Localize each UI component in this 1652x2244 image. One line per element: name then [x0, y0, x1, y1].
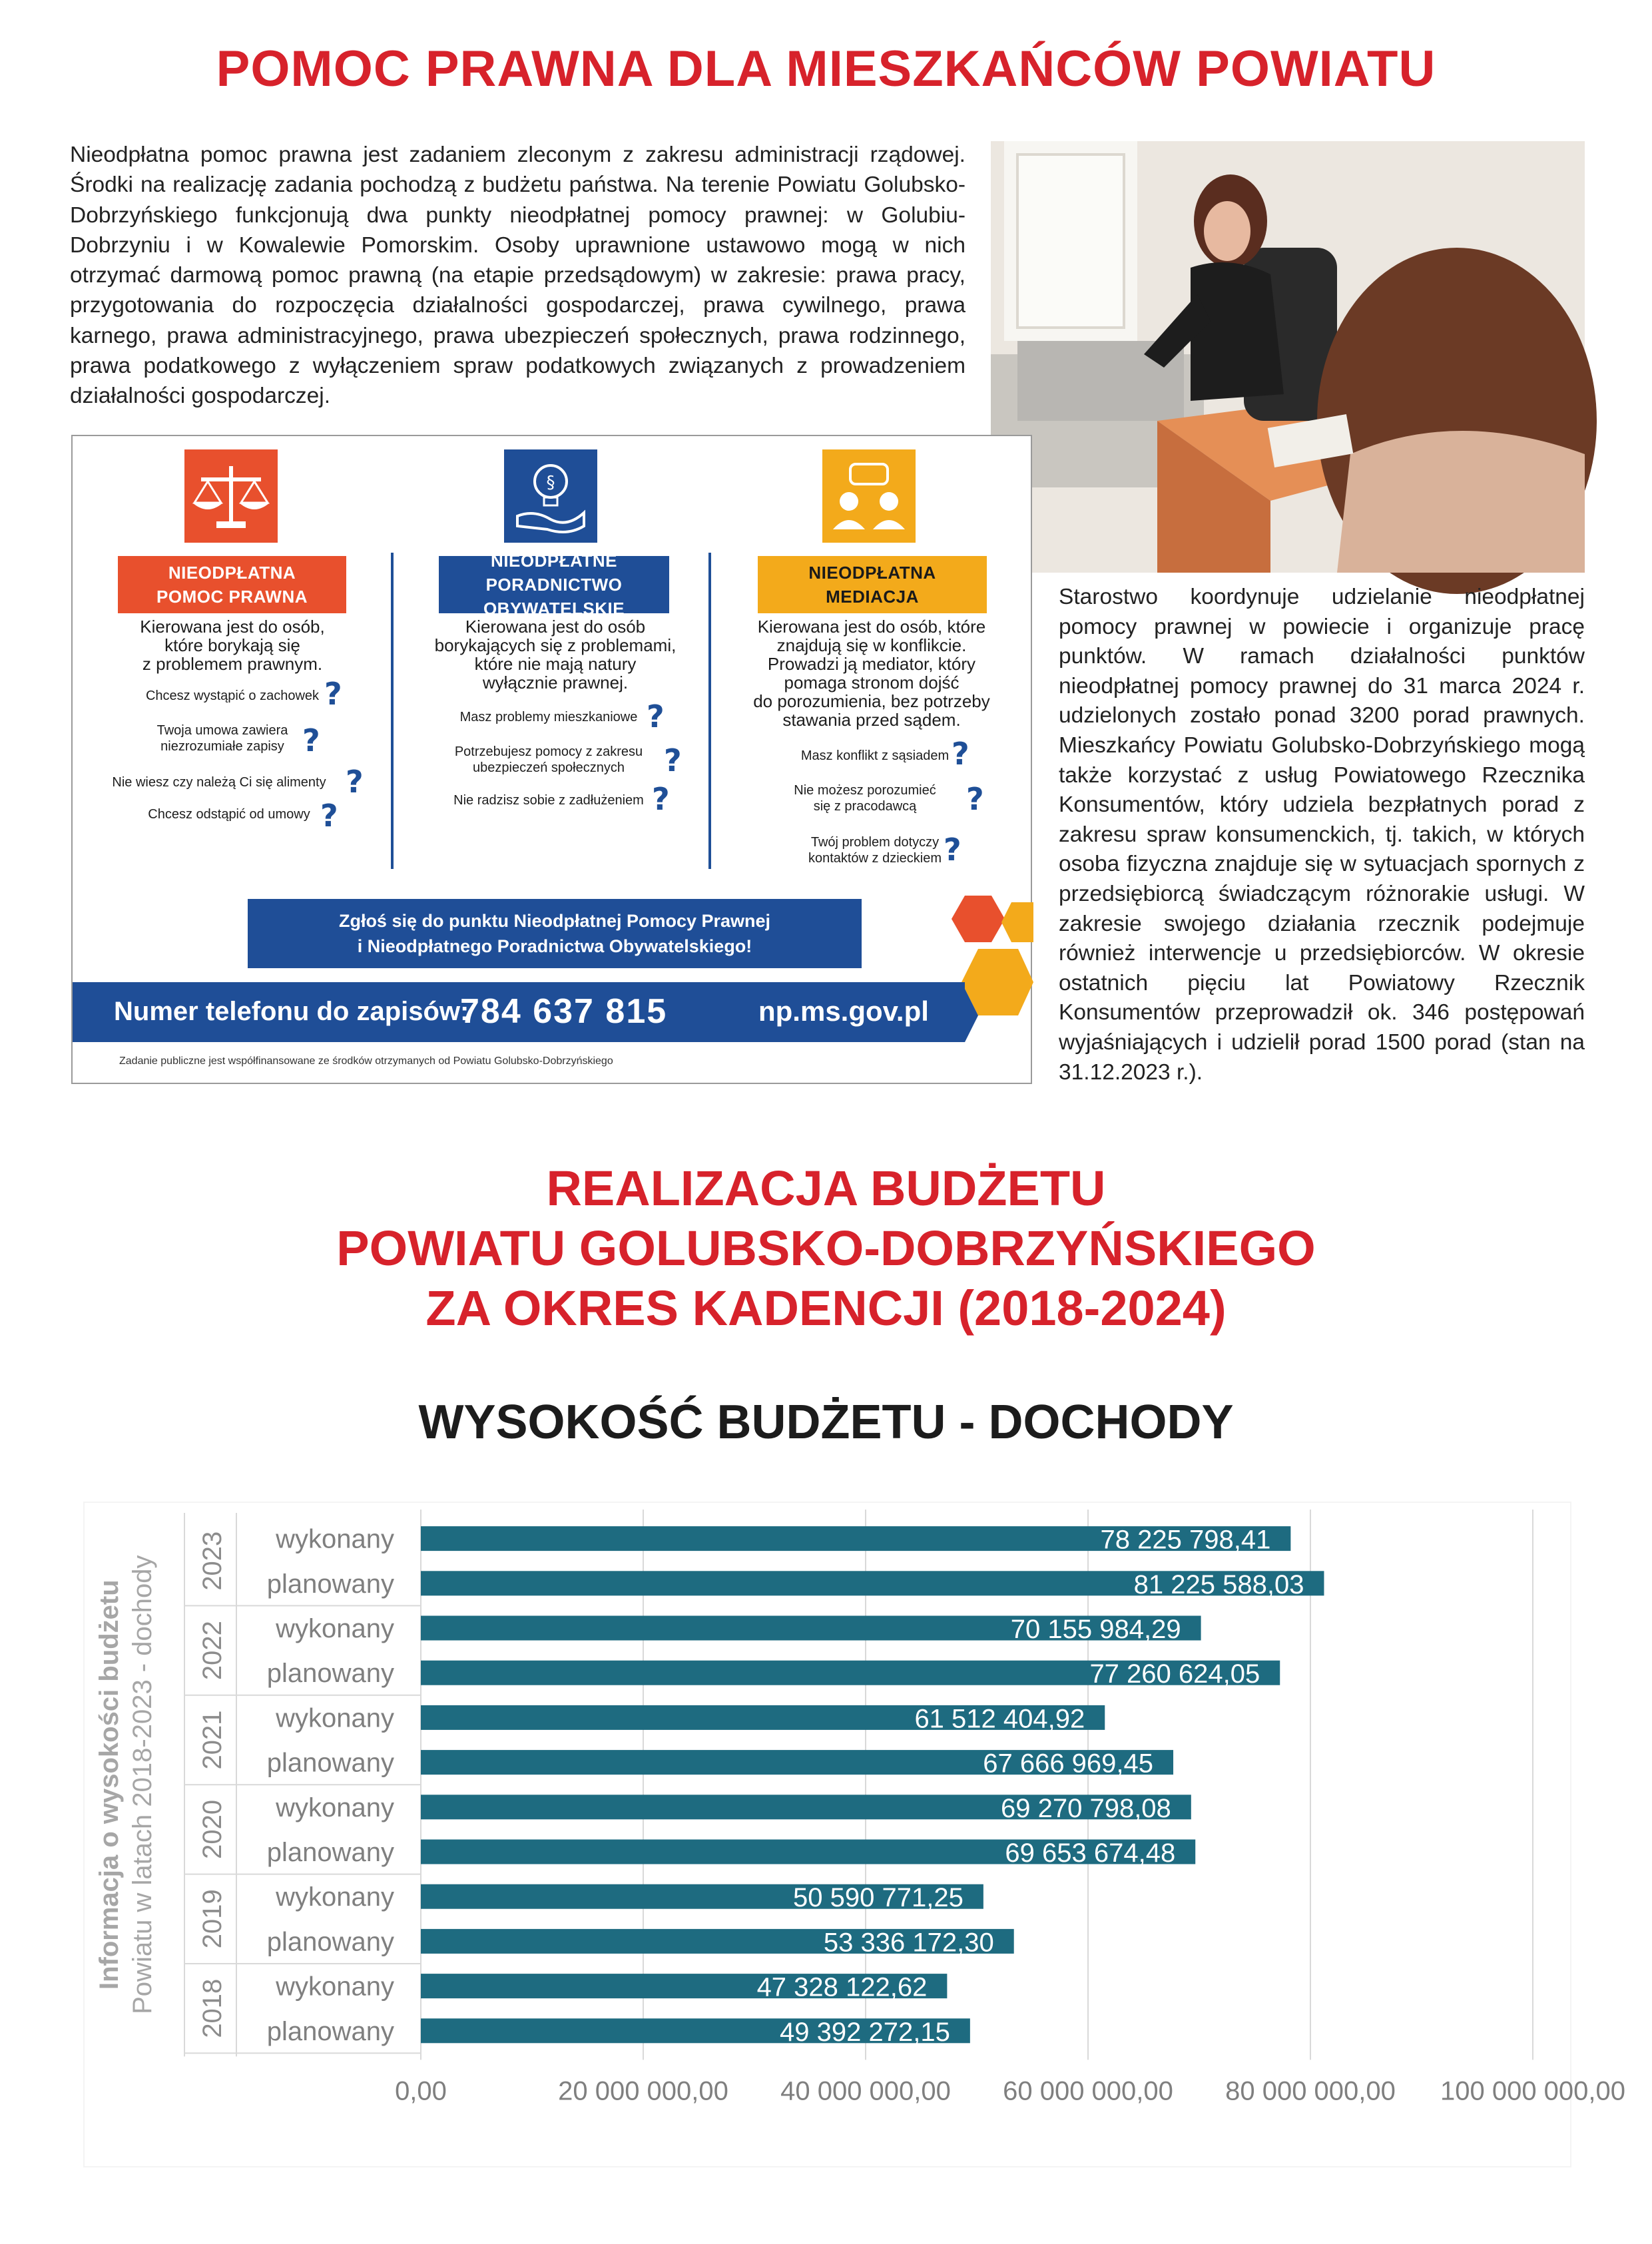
question-item: Chcesz odstąpić od umowy — [148, 807, 310, 822]
data-label: 67 666 969,45 — [983, 1749, 1154, 1779]
phone-label: Numer telefonu do zapisów: — [114, 997, 469, 1026]
question-item: Potrzebujesz pomocy z zakresu ubezpieczeń społecznych — [454, 744, 643, 775]
y-axis-title: Informacja o wysokości budżetu — [95, 1579, 124, 1990]
phone-bar — [73, 982, 965, 1042]
data-label: 47 328 122,62 — [756, 1972, 928, 2002]
question-mark-icon: ? — [664, 742, 682, 778]
mediation-description: Kierowana jest do osób, które znajdują się w konflikcie. Prowadzi ją mediator, który pomaga stronom dojść do porozumienia, bez potrzeby stawania przed sądem. — [753, 617, 990, 730]
banner-legal-aid: NIEODPŁATNA POMOC PRAWNA — [118, 556, 346, 613]
office-photo-illustration — [991, 141, 1585, 573]
data-label: 77 260 624,05 — [1089, 1659, 1260, 1689]
data-label: 70 155 984,29 — [1010, 1615, 1181, 1644]
civic-advice-description: Kierowana jest do osób borykających się z problemami, które nie mają natury wyłącznie prawnej. — [434, 617, 677, 693]
category-label: planowany — [266, 1838, 394, 1867]
x-tick-label: 100 000 000,00 — [1440, 2076, 1626, 2106]
data-label: 78 225 798,41 — [1100, 1525, 1271, 1555]
year-label: 2020 — [198, 1799, 227, 1859]
question-mark-icon: ? — [952, 736, 969, 772]
chart-title: WYSOKOŚĆ BUDŻETU - DOCHODY — [418, 1396, 1234, 1449]
data-label: 69 653 674,48 — [1005, 1838, 1176, 1868]
budget-chart-svg — [85, 1503, 1626, 2166]
question-item: Masz konflikt z sąsiadem — [800, 748, 950, 763]
x-tick-label: 20 000 000,00 — [558, 2076, 728, 2106]
x-tick-label: 80 000 000,00 — [1225, 2076, 1396, 2106]
year-label: 2023 — [198, 1531, 227, 1591]
column-divider — [391, 553, 394, 869]
y-axis-subtitle: Powiatu w latach 2018-2023 - dochody — [128, 1555, 157, 2014]
website-link[interactable]: np.ms.gov.pl — [758, 995, 929, 1027]
budget-section-title: REALIZACJA BUDŻETU POWIATU GOLUBSKO-DOBRZYŃSKIEGO ZA OKRES KADENCJI (2018-2024) — [336, 1161, 1316, 1336]
category-label: planowany — [266, 2016, 394, 2046]
data-label: 49 392 272,15 — [780, 2017, 950, 2047]
legal-aid-description: Kierowana jest do osób, które borykają się z problemem prawnym. — [140, 617, 325, 674]
question-item: Masz problemy mieszkaniowe — [459, 710, 638, 724]
cta-box: Zgłoś się do punktu Nieodpłatnej Pomocy Prawnej i Nieodpłatnego Poradnictwa Obywatelskiego! — [248, 899, 862, 968]
x-tick-label: 60 000 000,00 — [1003, 2076, 1173, 2106]
category-label: planowany — [266, 1748, 394, 1778]
category-label: wykonany — [276, 1614, 394, 1643]
question-item: Twoja umowa zawiera niezrozumiałe zapisy — [156, 723, 288, 754]
x-tick-label: 40 000 000,00 — [780, 2076, 951, 2106]
year-label: 2019 — [198, 1889, 227, 1949]
question-item: Twój problem dotyczy kontaktów z dzieckiem — [808, 835, 942, 866]
data-label: 53 336 172,30 — [823, 1928, 994, 1958]
question-mark-icon: ? — [324, 676, 342, 712]
question-mark-icon: ? — [647, 699, 665, 734]
column-divider — [708, 553, 711, 869]
intro-paragraph: Nieodpłatna pomoc prawna jest zadaniem zleconym z zakresu administracji rządowej. Środki na realizację zadania pochodzą z budżetu państwa. Na terenie Powiatu Golubsko-Dobrzyńskiego funkcjonują dwa punkty nieodpłatnej pomocy prawnej: w Golubiu-Dobrzyniu i w Kowalewie Pomorskim. Osoby uprawnione ustawowo mogą w nich otrzymać darmową pomoc prawną (na etapie przedsądowym) w zakresie: prawa pracy, przygotowania do rozpoczęcia działalności gospodarczej, prawa cywilnego, prawa karnego, prawa administracyjnego, prawa ubezpieczeń społecznych, prawa rodzinnego, prawa podatkowego z wyłączeniem spraw podatkowych związanych z prowadzeniem działalności gospodarczej. — [70, 142, 965, 409]
side-paragraph: Starostwo koordynuje udzielanie nieodpłatnej pomocy prawnej w powiecie i organizuje pracę punktów. W ramach działalności punktów nieodpłatnej pomocy prawnej do 31 marca 2024 r. udzielonych zostało ponad 3200 porad prawnych. Mieszkańcy Powiatu Golubsko-Dobrzyńskiego mogą także korzystać z usług Powiatowego Rzecznika Konsumentów, który udziela bezpłatnych porad z zakresu spraw konsumenckich, tj. takich, w których osoba fizyczna znajduje się w sytuacjach spornych z przedsiębiorcą świadczącym różnorakie usługi. W zakresie swojego działania rzecznik podejmuje również interwencje u przedsiębiorców. W okresie ostatnich pięciu lat Powiatowy Rzecznik Konsumentów przeprowadził ok. 346 postępowań wyjaśniających i udzielił porad 1500 porad (stan na 31.12.2023 r.). — [1059, 585, 1585, 1085]
hand-lightbulb-icon — [504, 449, 597, 543]
phone-number[interactable]: 784 637 815 — [460, 992, 668, 1031]
category-label: wykonany — [276, 1882, 394, 1912]
poster-footnote: Zadanie publiczne jest współfinansowane ze środków otrzymanych od Powiatu Golubsko-Dobrzyńskiego — [119, 1055, 613, 1067]
category-label: wykonany — [276, 1972, 394, 2002]
budget-chart — [83, 1502, 1626, 2167]
question-item: Nie radzisz sobie z zadłużeniem — [453, 793, 644, 808]
category-label: planowany — [266, 1659, 394, 1689]
x-tick-label: 0,00 — [395, 2076, 447, 2106]
office-photo — [991, 141, 1585, 573]
svg-text:§: § — [546, 473, 555, 493]
question-mark-icon: ? — [346, 764, 364, 800]
mediation-people-icon — [822, 449, 916, 543]
question-mark-icon: ? — [320, 798, 338, 834]
scales-icon — [184, 449, 278, 543]
banner-civic-advice: NIEODPŁATNE PORADNICTWO OBYWATELSKIE — [439, 556, 669, 613]
category-label: wykonany — [276, 1703, 394, 1733]
category-label: planowany — [266, 1569, 394, 1599]
question-item: Nie możesz porozumieć się z pracodawcą — [794, 783, 936, 814]
year-label: 2018 — [198, 1978, 227, 2038]
legal-aid-poster — [71, 435, 1032, 1084]
category-label: planowany — [266, 1927, 394, 1957]
year-label: 2021 — [198, 1710, 227, 1770]
year-label: 2022 — [198, 1621, 227, 1681]
page-title: POMOC PRAWNA DLA MIESZKAŃCÓW POWIATU — [216, 41, 1436, 97]
question-item: Chcesz wystąpić o zachowek — [145, 689, 320, 703]
banner-mediation: NIEODPŁATNA MEDIACJA — [758, 556, 987, 613]
question-mark-icon: ? — [302, 722, 320, 758]
data-label: 69 270 798,08 — [1001, 1793, 1171, 1823]
data-label: 50 590 771,25 — [793, 1883, 964, 1913]
data-label: 61 512 404,92 — [914, 1704, 1085, 1734]
category-label: wykonany — [276, 1793, 394, 1823]
question-mark-icon: ? — [652, 781, 670, 817]
question-mark-icon: ? — [944, 832, 962, 868]
question-item: Nie wiesz czy należą Ci się alimenty — [112, 775, 326, 790]
question-mark-icon: ? — [966, 781, 984, 817]
data-label: 81 225 588,03 — [1133, 1569, 1304, 1599]
category-label: wykonany — [276, 1524, 394, 1554]
